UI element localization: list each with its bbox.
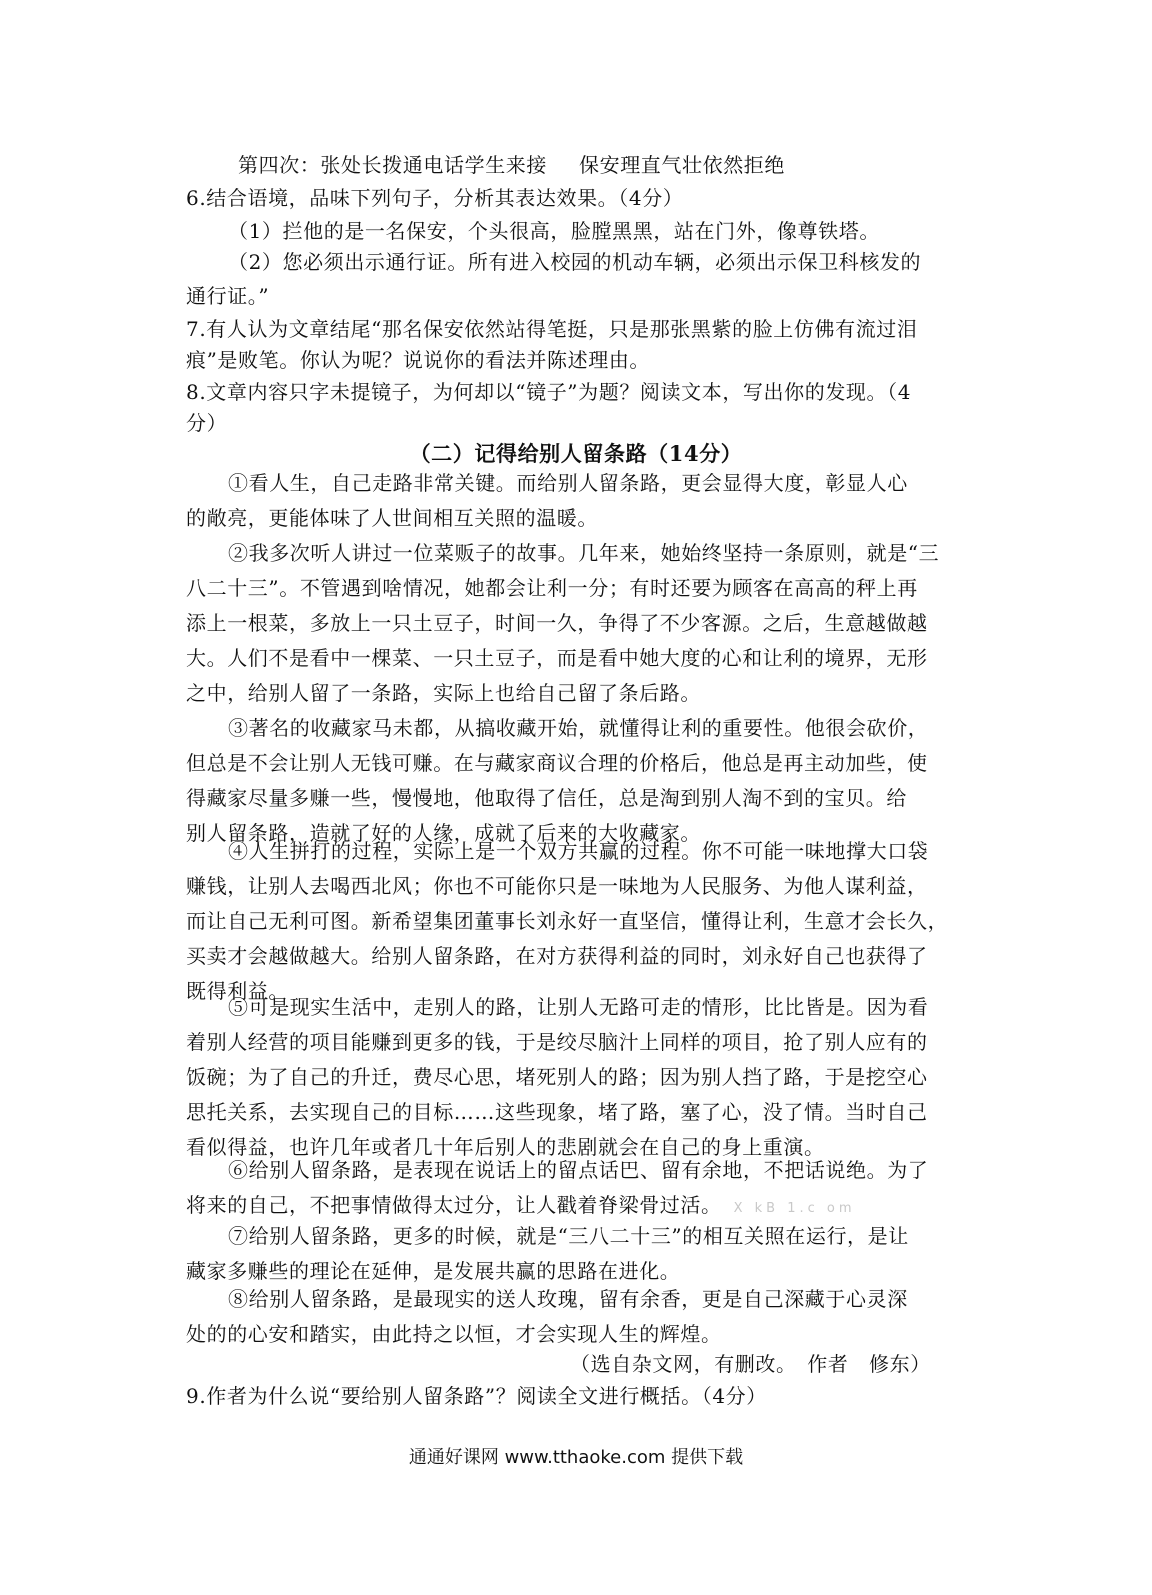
paragraph-line: 思托关系，去实现自己的目标……这些现象，堵了路，塞了心，没了情。当时自己 bbox=[186, 1100, 928, 1124]
paragraph-line: 得藏家尽量多赚一些，慢慢地，他取得了信任，总是淘到别人淘不到的宝贝。给 bbox=[186, 786, 907, 810]
paragraph-line: 但总是不会让别人无钱可赚。在与藏家商议合理的价格后，他总是再主动加些，使 bbox=[186, 751, 928, 775]
paragraph-1 bbox=[186, 466, 966, 536]
paragraph-line: ③著名的收藏家马未都，从搞收藏开始，就懂得让利的重要性。他很会砍价， bbox=[228, 716, 929, 740]
paragraph-line: 之中，给别人留了一条路，实际上也给自己留了条后路。 bbox=[186, 681, 701, 705]
paragraph-3 bbox=[186, 711, 966, 851]
footer-download-note: 通通好课网 www.tthaoke.com 提供下载 bbox=[408, 1447, 744, 1468]
paragraph-line: 买卖才会越做越大。给别人留条路，在对方获得利益的同时，刘永好自己也获得了 bbox=[186, 944, 928, 968]
paragraph-7 bbox=[186, 1219, 966, 1289]
question-7-line-2: 痕”是败笔。你认为呢？说说你的看法并陈述理由。 bbox=[186, 348, 651, 372]
watermark: X kB 1.c om bbox=[733, 1201, 856, 1216]
paragraph-2 bbox=[186, 536, 966, 711]
question-8-line-1: 8.文章内容只字未提镜子，为何却以“镜子”为题？阅读文本，写出你的发现。（4 bbox=[186, 380, 912, 404]
paragraph-8 bbox=[186, 1282, 966, 1352]
paragraph-line: 处的的心安和踏实，由此持之以恒，才会实现人生的辉煌。 bbox=[186, 1322, 722, 1346]
paragraph-line: 添上一根菜，多放上一只土豆子，时间一久，争得了不少客源。之后，生意越做越 bbox=[186, 611, 928, 635]
paragraph-line: 别人留条路，造就了好的人缘，成就了后来的大收藏家。 bbox=[186, 821, 701, 845]
paragraph-line: 看似得益，也许几年或者几十年后别人的悲剧就会在自己的身上重演。 bbox=[186, 1135, 825, 1159]
paragraph-line: ⑥给别人留条路，是表现在说话上的留点话巴、留有余地，不把话说绝。为了 bbox=[228, 1158, 929, 1182]
question-6-item-1: （1）拦他的是一名保安，个头很高，脸膛黑黑，站在门外，像尊铁塔。 bbox=[228, 219, 880, 243]
paragraph-line: 既得利益。 bbox=[186, 979, 289, 1003]
section-title: （二）记得给别人留条路（14分） bbox=[409, 441, 743, 466]
paragraph-line: 的敞亮，更能体味了人世间相互关照的温暖。 bbox=[186, 506, 598, 530]
paragraph-line: ⑤可是现实生活中，走别人的路，让别人无路可走的情形，比比皆是。因为看 bbox=[228, 995, 929, 1019]
fourth-time-text-b: 保安理直气壮依然拒绝 bbox=[579, 153, 785, 177]
q5-fourth-time-line bbox=[238, 151, 1018, 179]
paragraph-line: 而让自己无利可图。新希望集团董事长刘永好一直坚信，懂得让利，生意才会长久， bbox=[186, 909, 949, 933]
source-note: （选自杂文网，有删改。 作者 修东） bbox=[570, 1352, 931, 1376]
paragraph-line: ②我多次听人讲过一位菜贩子的故事。几年来，她始终坚持一条原则，就是“三 bbox=[228, 541, 940, 565]
paragraph-line: 饭碗；为了自己的升迁，费尽心思，堵死别人的路；因为别人挡了路，于是挖空心 bbox=[186, 1065, 928, 1089]
fourth-time-text-a: 第四次：张处长拨通电话学生来接 bbox=[238, 153, 547, 177]
paragraph-line: 藏家多赚些的理论在延伸，是发展共赢的思路在进化。 bbox=[186, 1259, 681, 1283]
question-7-line-1: 7.有人认为文章结尾“那名保安依然站得笔挺，只是那张黑紫的脸上仿佛有流过泪 bbox=[186, 317, 918, 341]
question-6-item-2-line-2: 通行证。” bbox=[186, 284, 270, 308]
question-8-line-2: 分） bbox=[186, 411, 228, 435]
question-6-item-2-line-1: （2）您必须出示通行证。所有进入校园的机动车辆，必须出示保卫科核发的 bbox=[228, 250, 922, 274]
paragraph-4 bbox=[186, 834, 966, 1009]
paragraph-line: ⑧给别人留条路，是最现实的送人玫瑰，留有余香，更是自己深藏于心灵深 bbox=[228, 1287, 908, 1311]
paragraph-line: ⑦给别人留条路，更多的时候，就是“三八二十三”的相互关照在运行，是让 bbox=[228, 1224, 909, 1248]
paragraph-5 bbox=[186, 990, 966, 1165]
paragraph-line: ④人生拼打的过程，实际上是一个双方共赢的过程。你不可能一味地撑大口袋 bbox=[228, 839, 929, 863]
paragraph-6 bbox=[186, 1153, 966, 1223]
paragraph-line: 八二十三”。不管遇到啥情况，她都会让利一分；有时还要为顾客在高高的秤上再 bbox=[186, 576, 918, 600]
paragraph-line-text: 将来的自己，不把事情做得太过分，让人戳着脊梁骨过活。 bbox=[186, 1193, 722, 1217]
paragraph-line: ①看人生，自己走路非常关键。而给别人留条路，更会显得大度，彰显人心 bbox=[228, 471, 908, 495]
paragraph-line: 着别人经营的项目能赚到更多的钱，于是绞尽脑汁上同样的项目，抢了别人应有的 bbox=[186, 1030, 928, 1054]
paragraph-line: 大。人们不是看中一棵菜、一只土豆子，而是看中她大度的心和让利的境界，无形 bbox=[186, 646, 928, 670]
question-9: 9.作者为什么说“要给别人留条路”？阅读全文进行概括。（4分） bbox=[186, 1384, 767, 1408]
question-6: 6.结合语境，品味下列句子，分析其表达效果。（4分） bbox=[186, 186, 684, 210]
paragraph-line bbox=[186, 1188, 966, 1223]
paragraph-line: 赚钱，让别人去喝西北风；你也不可能你只是一味地为人民服务、为他人谋利益， bbox=[186, 874, 928, 898]
